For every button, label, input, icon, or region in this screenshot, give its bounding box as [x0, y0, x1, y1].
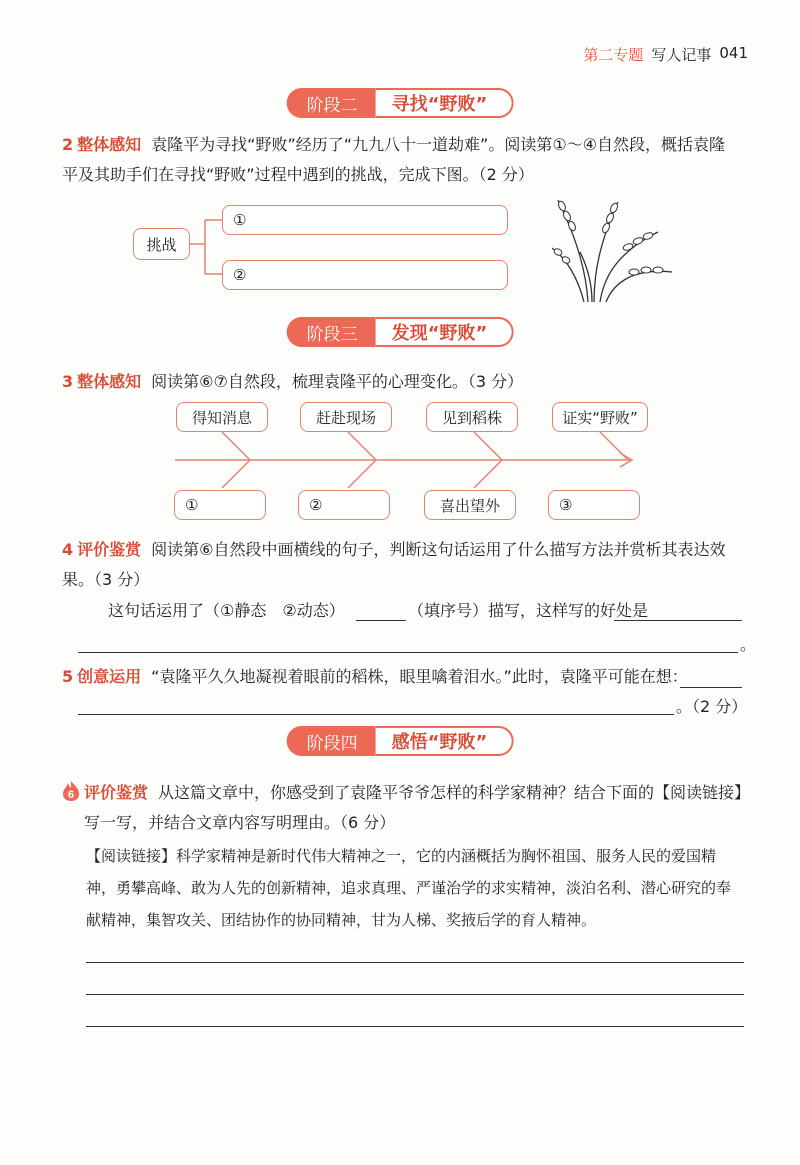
feeling-answer-box-2[interactable]: ②	[298, 490, 390, 520]
question-tag: 评价鉴赏	[84, 783, 149, 802]
q4-fill-middle: （填序号）描写，这样写的好处是	[408, 601, 649, 620]
stage-title: 寻找“野败”	[376, 88, 514, 118]
stage-label: 阶段三	[287, 317, 376, 347]
question-tag: 创意运用	[77, 667, 142, 686]
question-number: 3	[62, 372, 74, 391]
header-page-number: 041	[719, 44, 748, 62]
question-number: 5	[62, 667, 74, 686]
stage-three-banner	[287, 317, 514, 347]
question-tag: 评价鉴赏	[77, 540, 142, 559]
answer-line-2[interactable]	[86, 994, 744, 995]
question-text: 从这篇文章中，你感受到了袁隆平爷爷怎样的科学家精神？结合下面的【阅读链接】	[158, 783, 751, 802]
reading-link-line-3: 献精神，集智攻关、团结协作的协同精神，甘为人梯、奖掖后学的育人精神。	[86, 911, 597, 929]
question-text: 阅读第⑥自然段中画横线的句子，判断这句话运用了什么描写方法并赏析其表达效	[151, 540, 726, 559]
question-number: 2	[62, 135, 74, 154]
stage-label: 阶段二	[287, 88, 376, 118]
event-box-1: 得知消息	[176, 402, 268, 432]
feeling-answer-box-1[interactable]: ①	[174, 490, 266, 520]
stage-two-banner	[287, 88, 514, 118]
question-2	[62, 130, 752, 190]
reading-link-line-2: 神，勇攀高峰、敢为人先的创新精神，追求真理、严谨治学的求实精神，淡泊名利、潜心研究的奉	[86, 879, 732, 897]
event-box-3: 见到稻株	[426, 402, 518, 432]
flame-number-icon	[62, 780, 80, 802]
question-tag: 整体感知	[77, 135, 142, 154]
q4-fill-prefix: 这句话运用了（①静态 ②动态）	[108, 601, 345, 620]
rice-plant-illustration	[548, 192, 678, 304]
q4-blank-reason-2[interactable]	[78, 652, 738, 653]
question-text-cont: 果。（3 分）	[62, 570, 150, 589]
header-topic: 第二专题	[583, 46, 644, 64]
question-3	[62, 367, 752, 397]
challenge-answer-box-1[interactable]: ①	[222, 205, 508, 235]
question-text-cont: 写一写，并结合文章内容写明理由。（6 分）	[84, 813, 396, 832]
challenge-root-box: 挑战	[133, 228, 190, 260]
q5-blank-2[interactable]	[78, 714, 674, 715]
feeling-box-3: 喜出望外	[424, 490, 516, 520]
event-box-4: 证实“野败”	[552, 402, 648, 432]
stage-label: 阶段四	[287, 726, 376, 756]
question-text: “袁隆平久久地凝视着眼前的稻株，眼里噙着泪水。”此时，袁隆平可能在想：	[151, 667, 688, 686]
question-tag: 整体感知	[77, 372, 142, 391]
reading-link-line-1: 科学家精神是新时代伟大精神之一，它的内涵概括为胸怀祖国、服务人民的爱国精	[176, 847, 717, 865]
q4-end-punct: 。	[740, 635, 757, 654]
answer-line-1[interactable]	[86, 962, 744, 963]
question-text-cont: 平及其助手们在寻找“野败”过程中遇到的挑战，完成下图。（2 分）	[62, 165, 534, 184]
q5-end-punct: 。（2 分）	[676, 697, 748, 716]
challenge-answer-box-2[interactable]: ②	[222, 260, 508, 290]
reading-link-passage	[86, 840, 756, 936]
stage-title: 发现“野败”	[376, 317, 514, 347]
page-header	[583, 44, 748, 65]
feeling-answer-box-4[interactable]: ③	[548, 490, 640, 520]
question-text: 袁隆平为寻找“野败”经历了“九九八十一道劫难”。阅读第①～④自然段，概括袁隆	[151, 135, 726, 154]
stage-title: 感悟“野败”	[376, 726, 514, 756]
question-5	[62, 662, 752, 692]
question-text: 阅读第⑥⑦自然段，梳理袁隆平的心理变化。（3 分）	[151, 372, 524, 391]
reading-link-tag: 【阅读链接】	[86, 847, 177, 865]
header-subject: 写人记事	[651, 46, 712, 64]
question-number: 6	[67, 789, 75, 801]
event-box-2: 赶赴现场	[300, 402, 392, 432]
answer-line-3[interactable]	[86, 1026, 744, 1027]
question-4	[62, 535, 752, 595]
q4-blank-choice[interactable]	[356, 620, 406, 621]
q4-blank-reason-1[interactable]	[614, 620, 742, 621]
question-number: 4	[62, 540, 74, 559]
q5-blank-1[interactable]	[680, 687, 742, 688]
question-6	[84, 778, 754, 838]
stage-four-banner	[287, 726, 514, 756]
